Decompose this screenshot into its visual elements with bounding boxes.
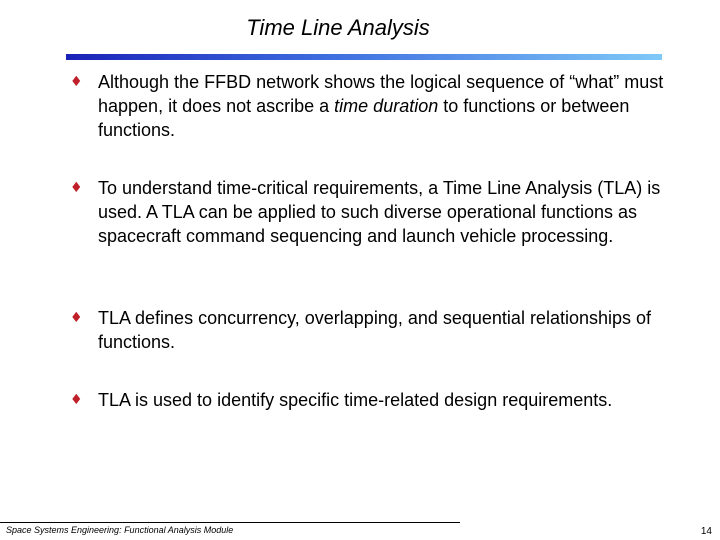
page-number: 14 bbox=[700, 526, 712, 537]
bullet-text bbox=[98, 70, 670, 142]
bullet-text: To understand time-critical requirements, a Time Line Analysis (TLA) is used. A TLA can be applied to such diverse operational functions as spacecraft command sequencing and launch vehicle processing. bbox=[98, 178, 661, 246]
diamond-bullet-icon: ♦ bbox=[70, 180, 83, 196]
bullet-text-part: Although the FFBD network shows the logical sequence of “what” must happen, it does not ascribe a bbox=[98, 72, 664, 116]
diamond-bullet-icon: ♦ bbox=[70, 392, 83, 408]
bullet-item bbox=[70, 388, 670, 412]
diamond-bullet-icon: ♦ bbox=[70, 74, 83, 90]
footer-divider bbox=[0, 522, 460, 523]
bullet-emphasis: time duration bbox=[334, 96, 439, 116]
bullet-item bbox=[70, 70, 670, 142]
bullet-item bbox=[70, 306, 670, 354]
slide-title: Time Line Analysis bbox=[246, 15, 430, 40]
bullet-text-part: to functions or between functions. bbox=[98, 96, 630, 140]
bullet-text: TLA defines concurrency, overlapping, and sequential relationships of functions. bbox=[98, 308, 652, 352]
bullet-item bbox=[70, 176, 670, 248]
title-underline bbox=[66, 54, 662, 60]
bullet-text: TLA is used to identify specific time-related design requirements. bbox=[98, 390, 613, 410]
footer-text: Space Systems Engineering: Functional Analysis Module bbox=[6, 525, 234, 535]
diamond-bullet-icon: ♦ bbox=[70, 310, 83, 326]
